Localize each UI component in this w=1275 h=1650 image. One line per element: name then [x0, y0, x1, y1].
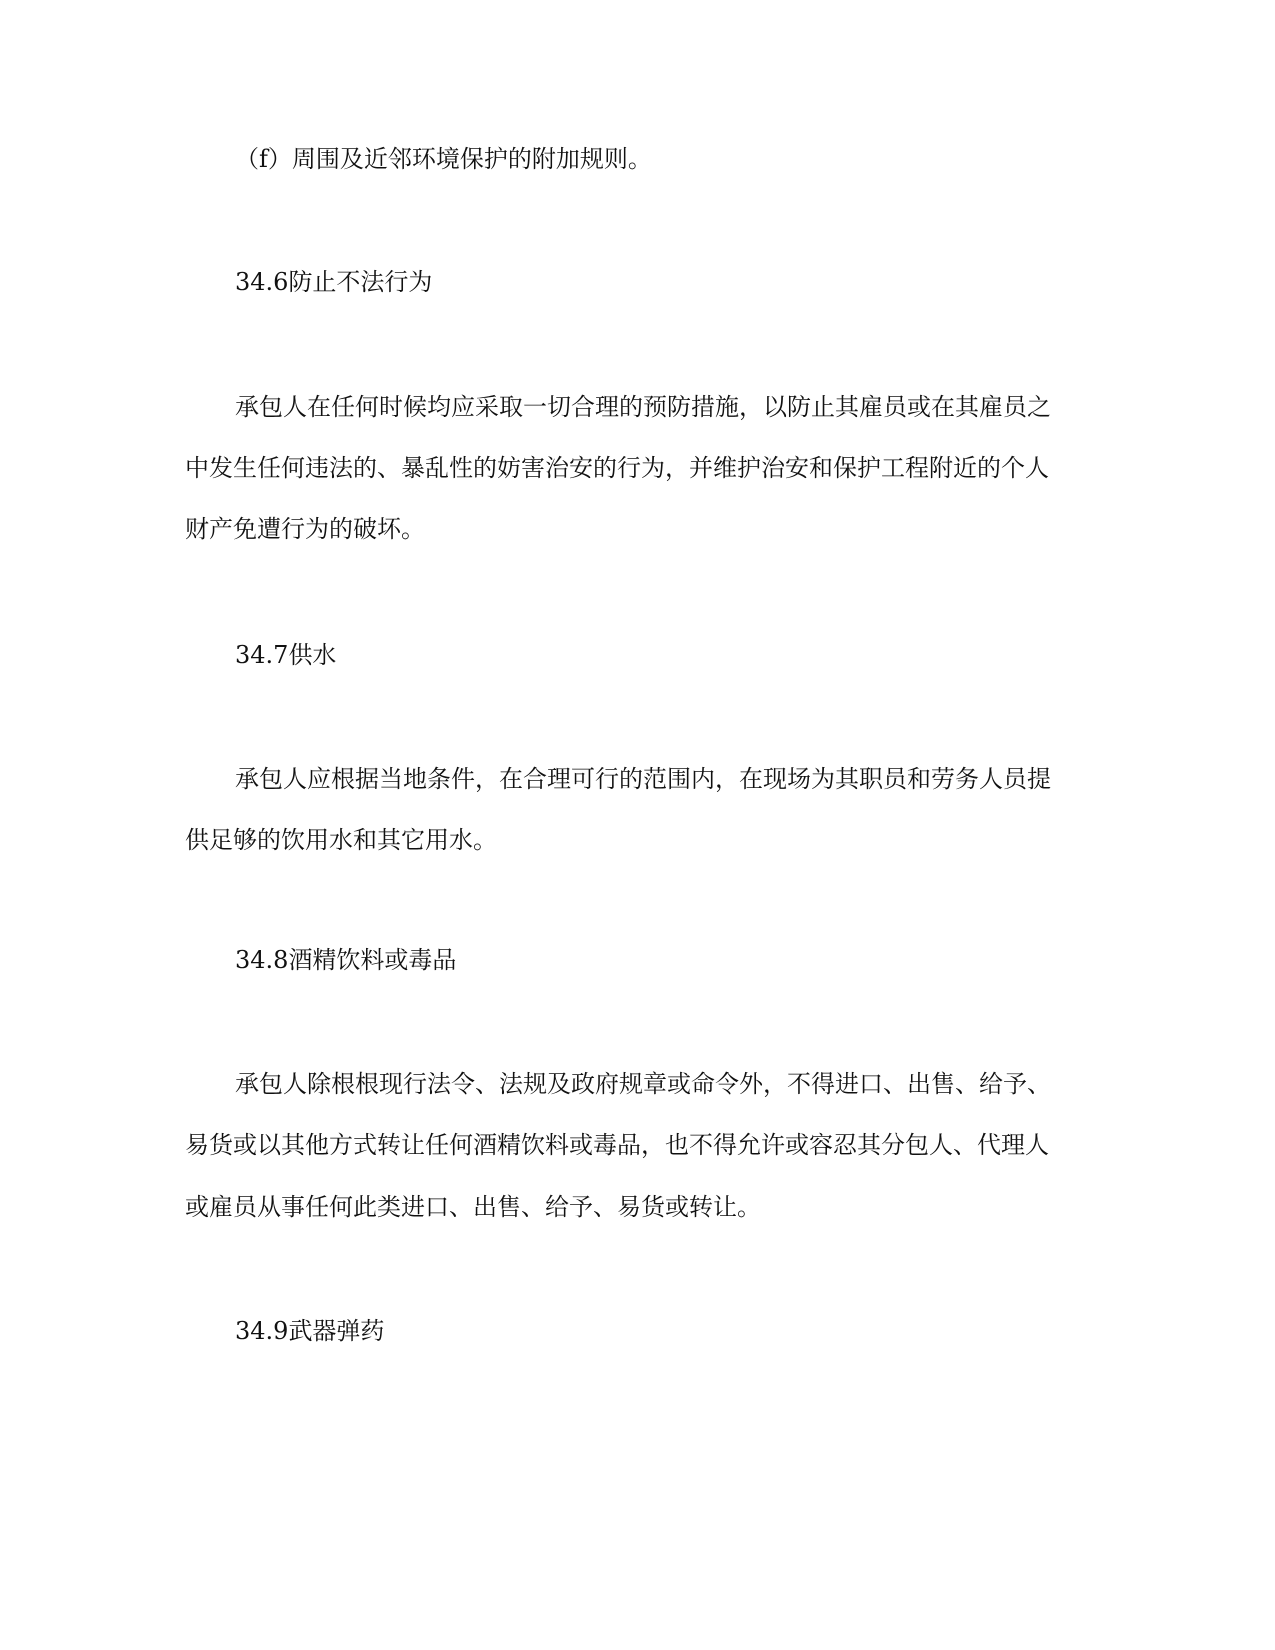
section-heading-34-9: 34.9武器弹药	[235, 1317, 385, 1345]
paragraph-line: 承包人在任何时候均应采取一切合理的预防措施，以防止其雇员或在其雇员之	[235, 393, 1051, 421]
paragraph-line: 供足够的饮用水和其它用水。	[185, 826, 497, 854]
section-heading-34-8: 34.8酒精饮料或毒品	[235, 946, 457, 974]
paragraph-line: 易货或以其他方式转让任何酒精饮料或毒品，也不得允许或容忍其分包人、代理人	[185, 1131, 1049, 1159]
section-heading-34-6: 34.6防止不法行为	[235, 268, 433, 296]
paragraph-line: 财产免遭行为的破坏。	[185, 515, 425, 543]
paragraph-line: 或雇员从事任何此类进口、出售、给予、易货或转让。	[185, 1193, 761, 1221]
list-item-f: （f）周围及近邻环境保护的附加规则。	[235, 145, 652, 173]
paragraph-line: 承包人除根根现行法令、法规及政府规章或命令外，不得进口、出售、给予、	[235, 1070, 1051, 1098]
paragraph-line: 承包人应根据当地条件，在合理可行的范围内，在现场为其职员和劳务人员提	[235, 765, 1051, 793]
section-heading-34-7: 34.7供水	[235, 641, 337, 669]
paragraph-line: 中发生任何违法的、暴乱性的妨害治安的行为，并维护治安和保护工程附近的个人	[185, 454, 1049, 482]
